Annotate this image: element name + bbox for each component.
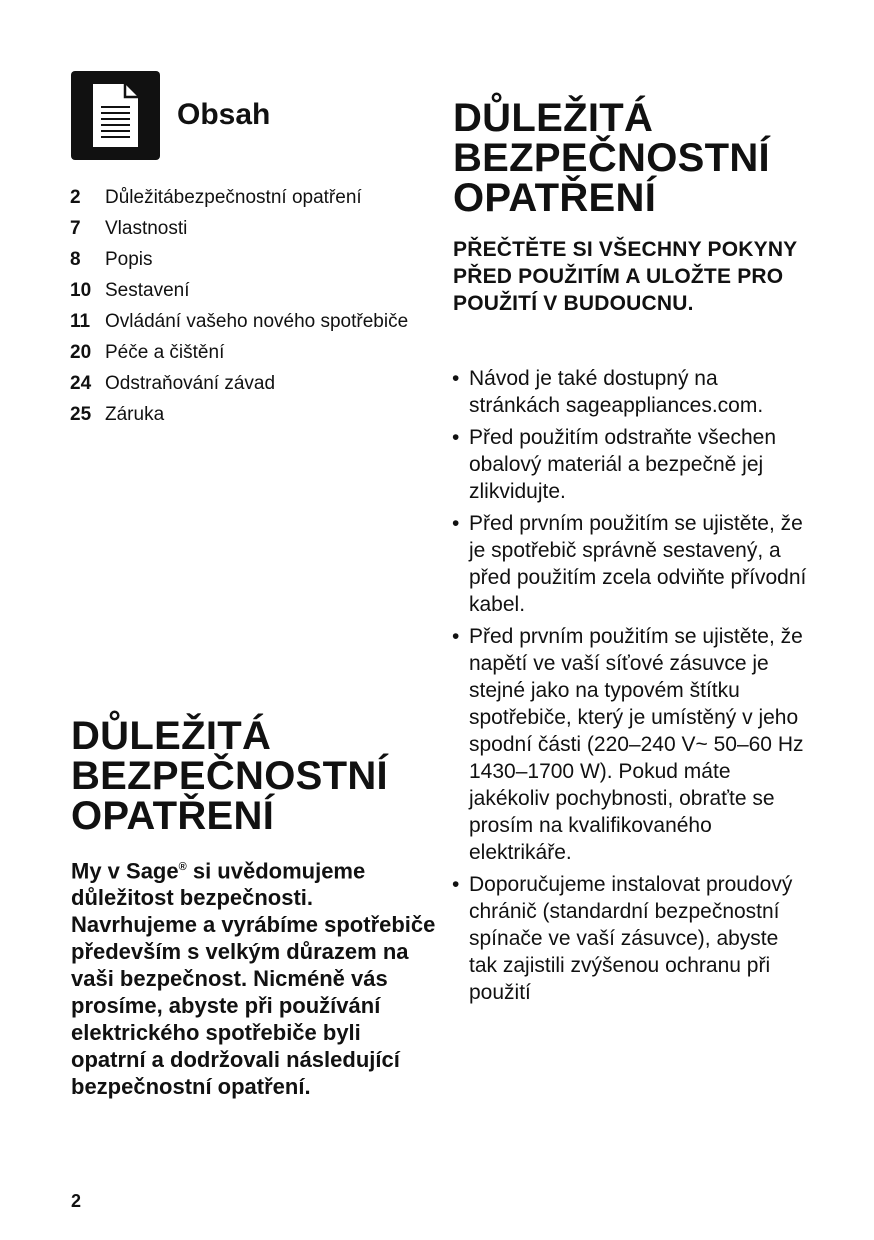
bullet-icon: • bbox=[452, 512, 460, 535]
toc-page-number: 25 bbox=[70, 404, 92, 425]
list-item bbox=[452, 623, 812, 866]
toc-title: Obsah bbox=[177, 98, 271, 131]
toc-item[interactable] bbox=[70, 278, 430, 303]
toc-page-number: 2 bbox=[70, 187, 81, 208]
document-icon bbox=[71, 71, 160, 160]
bullet-text: Před prvním použitím se ujistěte, že napětí ve vaší síťové zásuvce je stejné jako na typovém štítku spotřebiče, který je umístěný v jeho spodní části (220–240 V~ 50–60 Hz 1430–1700 W). Pokud máte jakékoliv pochybnosti, obraťte se prosím na kvalifikovaného elektrikáře. bbox=[469, 625, 804, 864]
bullet-icon: • bbox=[452, 873, 460, 896]
list-item bbox=[452, 871, 812, 1006]
toc-page-number: 10 bbox=[70, 280, 92, 301]
toc-page-number: 20 bbox=[70, 342, 92, 363]
toc-page-number: 11 bbox=[70, 311, 91, 332]
toc-item[interactable] bbox=[70, 185, 430, 210]
bullet-icon: • bbox=[452, 625, 460, 648]
toc-label: Odstraňování závad bbox=[105, 373, 276, 394]
list-item bbox=[452, 510, 812, 618]
toc-item[interactable] bbox=[70, 216, 430, 241]
bullet-icon: • bbox=[452, 426, 460, 449]
bullet-text: Návod je také dostupný na stránkách sageappliances.com. bbox=[469, 367, 764, 417]
bullet-text: Doporučujeme instalovat proudový chránič (standardní bezpečnostní spínače ve vaší zásuvce), abyste tak zajistili zvýšenou ochranu při použití bbox=[469, 873, 793, 1004]
safety-bullets bbox=[452, 365, 812, 1011]
toc-item[interactable] bbox=[70, 371, 430, 396]
table-of-contents bbox=[70, 185, 430, 433]
toc-label: Sestavení bbox=[105, 280, 190, 301]
safety-intro bbox=[71, 854, 441, 1100]
toc-item[interactable] bbox=[70, 247, 430, 272]
toc-label: Popis bbox=[105, 249, 153, 270]
toc-label: Ovládání vašeho nového spotřebiče bbox=[105, 311, 409, 332]
intro-after: si uvědomujeme důležitost bezpečnosti. Navrhujeme a vyrábíme spotřebiče především s velkým důrazem na vaši bezpečnost. Nicméně vás prosíme, abyste při používání elektrického spotřebiče byli opatrní a dodržovali následující bezpečnostní opatření. bbox=[71, 858, 436, 1100]
safety-heading-left: DŮLEŽITÁ BEZPEČNOSTNÍ OPATŘENÍ bbox=[71, 714, 388, 838]
toc-page-number: 8 bbox=[70, 249, 81, 270]
toc-label: Péče a čištění bbox=[105, 342, 225, 363]
toc-page-number: 24 bbox=[70, 373, 92, 394]
bullet-text: Před použitím odstraňte všechen obalový materiál a bezpečně jej zlikvidujte. bbox=[469, 426, 777, 503]
toc-item[interactable] bbox=[70, 340, 430, 365]
toc-page-number: 7 bbox=[70, 218, 81, 239]
toc-label: Záruka bbox=[105, 404, 165, 425]
bullet-text: Před prvním použitím se ujistěte, že je spotřebič správně sestavený, a před použitím zcela odviňte přívodní kabel. bbox=[469, 512, 807, 616]
read-instructions-notice: PŘEČTĚTE SI VŠECHNY POKYNY PŘED POUŽITÍM A ULOŽTE PRO POUŽITÍ V BUDOUCNU. bbox=[453, 238, 798, 315]
safety-heading-right: DŮLEŽITÁ BEZPEČNOSTNÍ OPATŘENÍ bbox=[453, 96, 770, 220]
toc-label: Vlastnosti bbox=[105, 218, 188, 239]
page-number: 2 bbox=[71, 1191, 82, 1211]
toc-label: Důležitábezpečnostní opatření bbox=[105, 187, 362, 208]
bullet-icon: • bbox=[452, 367, 460, 390]
toc-item[interactable] bbox=[70, 309, 430, 334]
toc-item[interactable] bbox=[70, 402, 430, 427]
intro-before: My v Sage bbox=[71, 858, 179, 884]
list-item bbox=[452, 365, 812, 419]
registered-mark: ® bbox=[178, 861, 187, 873]
list-item bbox=[452, 424, 812, 505]
